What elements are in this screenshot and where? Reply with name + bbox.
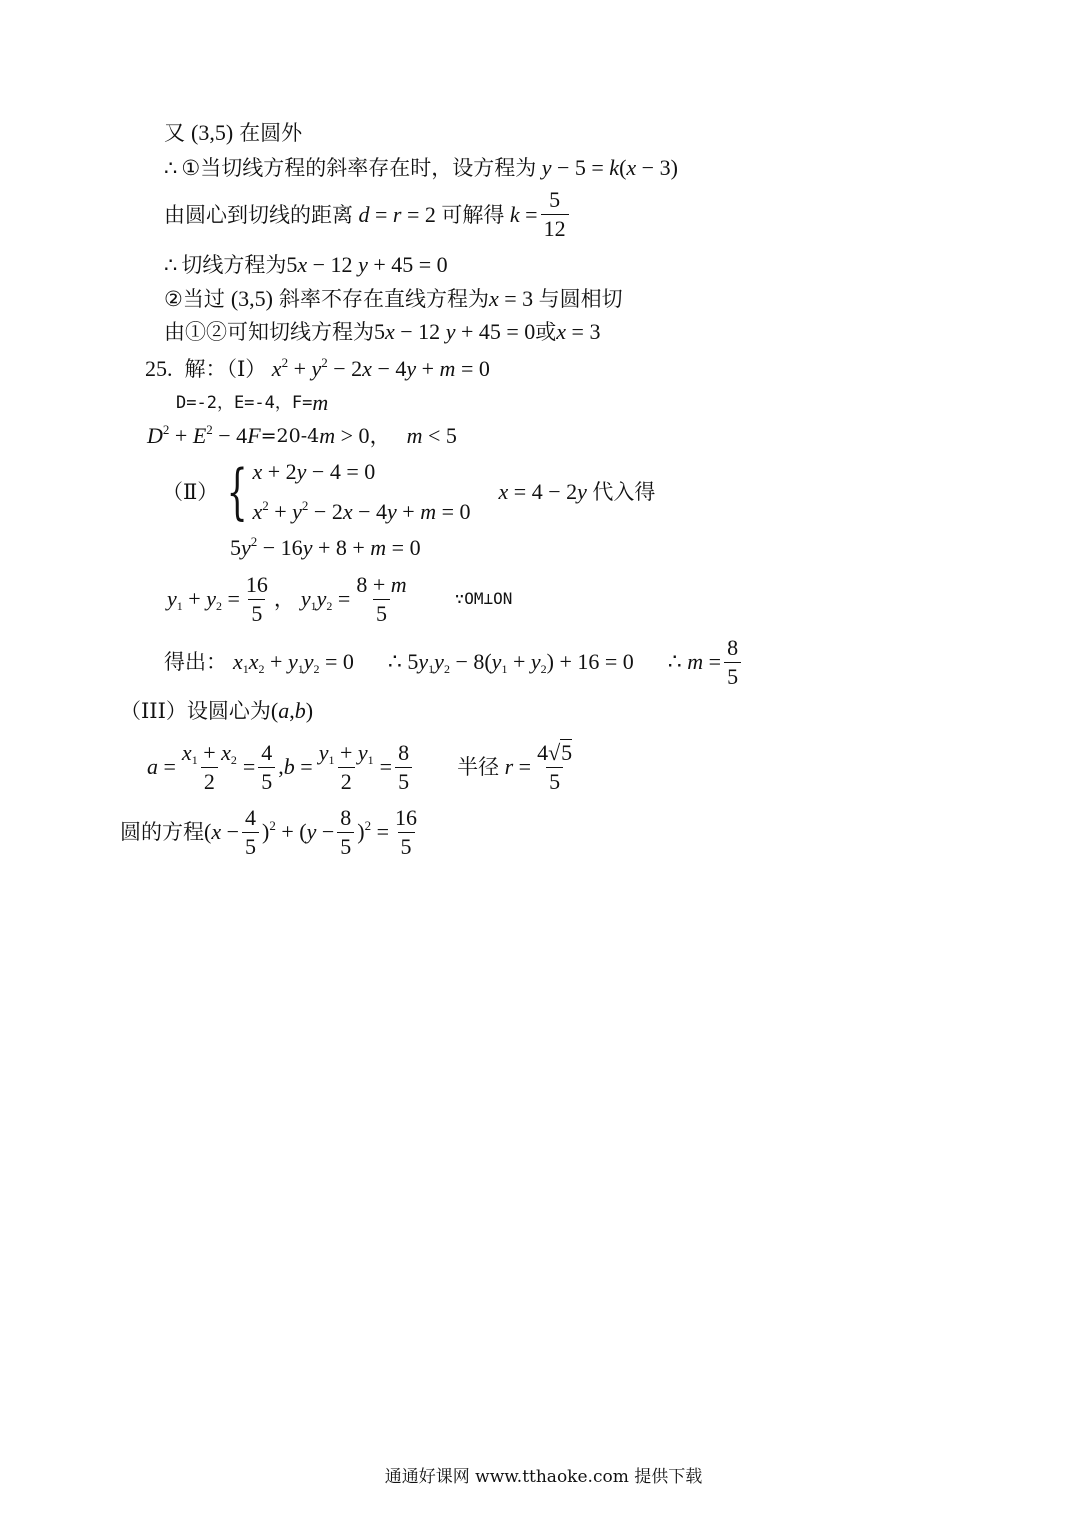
point: (3,5): [191, 120, 234, 145]
equation-system: x + 2y − 4 = 0 $x^2 + y^2 - 2x - 4y + m = 0$: [252, 459, 471, 524]
fraction: $\frac{8}{5}$: [724, 634, 741, 691]
equation: x = 3: [488, 286, 539, 311]
equation: $x^2 + y^2 - 2x - 4y + m = 0$: [271, 355, 490, 381]
equation: ∴ m =: [667, 649, 722, 674]
fraction: $\frac{4}{5}$: [242, 804, 259, 861]
equation: (a,b): [270, 698, 314, 723]
equation: m > 0: [319, 423, 370, 448]
fraction: $\frac{x_1 + x_2}{2}$: [181, 739, 237, 794]
text: ，: [369, 424, 391, 448]
comma: ，: [273, 587, 295, 611]
part-label: （Ⅱ）: [162, 480, 219, 504]
line-2: [164, 155, 678, 181]
equation: x = 3: [556, 319, 601, 344]
equation: $y_1 + y_2$ =: [167, 586, 240, 613]
equation: a =: [147, 754, 176, 779]
text: （III）设圆心为: [120, 699, 271, 723]
text: 代入得: [592, 480, 656, 504]
equation: $D^2 + E^2 - 4F$: [147, 422, 261, 448]
equation: m < 5: [406, 423, 457, 448]
equation: y − 5 = k(x − 3): [541, 155, 678, 180]
fraction: $\frac{5}{12}$: [541, 186, 569, 243]
text: 可解得: [441, 202, 505, 227]
equation: $y_1y_2$ =: [300, 586, 351, 613]
point: (3,5): [230, 286, 273, 311]
line-12: [167, 571, 512, 627]
because-text: ∵OM⊥ON: [454, 589, 513, 608]
equation: $x_1x_2 + y_1y_2 = 0$: [233, 649, 354, 676]
problem-number: 25.: [145, 356, 173, 381]
fraction: $\frac{4√5}{5}$: [537, 739, 573, 794]
equation: )$^2$ + (y −: [262, 818, 335, 844]
equation: r =: [504, 754, 532, 779]
fraction: $\frac{8 + m}{5}$: [356, 571, 407, 626]
therefore-symbol: ∴: [164, 156, 178, 180]
line-14: [120, 698, 313, 724]
equation: ,b =: [278, 754, 313, 779]
equation: ∴ $5y_1y_2 - 8(y_1 + y_2) + 16 = 0$: [387, 649, 634, 676]
equation: k =: [509, 201, 538, 227]
line-6: [164, 319, 600, 345]
line-4: [164, 252, 448, 278]
text: 由①②可知切线方程为: [164, 320, 374, 344]
text: =20-4: [260, 425, 320, 447]
equation: d = r = 2: [358, 201, 442, 227]
text: 当过: [182, 287, 225, 311]
text: 当切线方程的斜率存在时，设方程为: [200, 156, 537, 180]
equation: x = 4 − 2y: [498, 479, 587, 504]
equals: =: [379, 754, 393, 779]
circled-two: ②: [164, 287, 183, 311]
text: 在圆外: [239, 121, 303, 145]
fraction: $\frac{16}{5}$: [245, 571, 268, 626]
brace: {: [226, 457, 248, 527]
line-9: [147, 423, 457, 449]
equation: 5x − 12 y + 45 = 0: [374, 319, 536, 344]
line-1: [164, 120, 302, 146]
text: 斜率不存在直线方程为: [278, 287, 489, 311]
line-13: [164, 634, 744, 690]
line-15: [147, 738, 578, 796]
circled-one: ①: [181, 156, 201, 180]
text: 或: [535, 320, 557, 344]
text: 解：（Ⅰ）: [184, 357, 267, 381]
equation: (x −: [204, 819, 240, 844]
text: D=-2，E=-4，F=: [176, 393, 313, 413]
line-5: [164, 286, 623, 312]
text: 与圆相切: [538, 287, 623, 311]
fraction: $\frac{y_1 + y_1}{2}$: [318, 739, 374, 794]
text: 由圆心到切线的距离: [164, 202, 353, 227]
fraction: $\frac{16}{5}$: [395, 804, 418, 859]
therefore-symbol: ∴: [164, 253, 178, 277]
line-16: [120, 803, 423, 861]
line-10: [162, 452, 655, 532]
fraction: $\frac{8}{5}$: [337, 804, 354, 861]
line-3: [164, 186, 572, 243]
footer-credit: 通通好课网 www.tthaoke.com 提供下载: [384, 1467, 703, 1487]
line-7: [145, 356, 490, 382]
text: 圆的方程: [120, 820, 204, 844]
line-8: [176, 390, 328, 416]
fraction: $\frac{8}{5}$: [395, 739, 412, 796]
variable-m: m: [312, 390, 329, 415]
text: 半径: [457, 755, 500, 779]
equation: )$^2$ =: [357, 818, 390, 844]
equation: 5x − 12 y + 45 = 0: [286, 252, 448, 277]
text: 切线方程为: [181, 253, 287, 277]
line-11: [230, 535, 421, 561]
text: 得出：: [164, 650, 227, 674]
text: 又: [164, 121, 185, 145]
equals: =: [242, 754, 256, 779]
equation: $5y^2 - 16y + 8 + m = 0$: [230, 534, 421, 560]
fraction: $\frac{4}{5}$: [258, 739, 275, 796]
